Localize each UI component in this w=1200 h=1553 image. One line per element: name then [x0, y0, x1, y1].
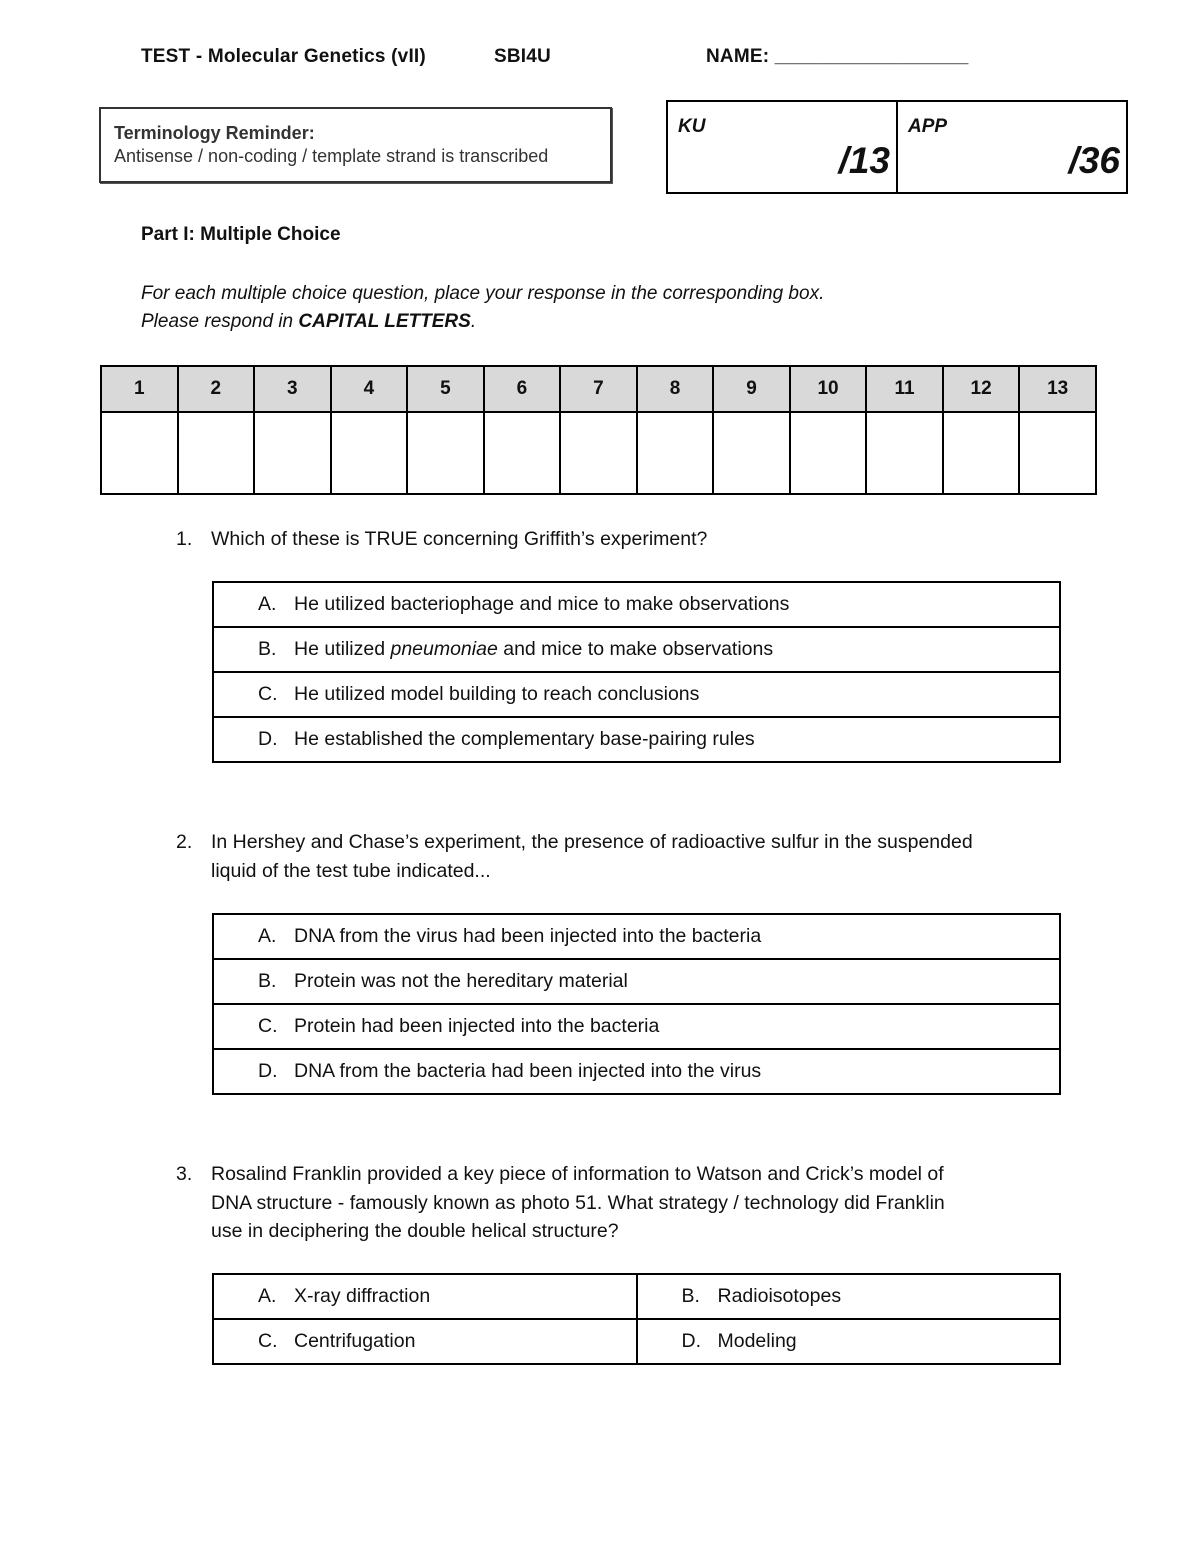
- answer-number: 9: [713, 366, 790, 412]
- choice-option[interactable]: [213, 1049, 1060, 1094]
- choice-text: Centrifugation: [294, 1330, 416, 1352]
- answer-number: 12: [943, 366, 1020, 412]
- answer-number: 11: [866, 366, 943, 412]
- ku-score-cell: [668, 102, 896, 192]
- app-label: APP: [908, 116, 948, 137]
- choice-letter: A.: [258, 925, 277, 947]
- choice-text: Modeling: [717, 1330, 797, 1352]
- answer-box-9[interactable]: [713, 412, 790, 494]
- choice-text-italic: pneumoniae: [390, 638, 498, 660]
- choice-text: Radioisotopes: [717, 1285, 842, 1307]
- ku-label: KU: [678, 116, 706, 137]
- course-code: SBI4U: [494, 46, 551, 67]
- answer-number: 8: [637, 366, 714, 412]
- ku-total: /13: [838, 140, 890, 181]
- answer-box-5[interactable]: [407, 412, 484, 494]
- choice-option[interactable]: [637, 1274, 1061, 1319]
- choice-letter: A.: [258, 593, 277, 615]
- choice-option[interactable]: [213, 1319, 637, 1364]
- choice-option[interactable]: [637, 1319, 1061, 1364]
- app-total: /36: [1068, 140, 1120, 181]
- choice-option[interactable]: [213, 627, 1060, 672]
- answer-box-1[interactable]: [101, 412, 178, 494]
- choice-text: He utilized bacteriophage and mice to make observations: [294, 593, 790, 615]
- terminology-text: Antisense / non-coding / template strand is transcribed: [114, 146, 549, 166]
- question-text: [211, 1160, 1061, 1246]
- choice-letter: C.: [258, 683, 278, 705]
- answer-box-8[interactable]: [637, 412, 714, 494]
- choice-letter: D.: [258, 1060, 278, 1082]
- choice-option[interactable]: [213, 582, 1060, 627]
- question-text-line: Rosalind Franklin provided a key piece of information to Watson and Crick’s model of: [211, 1163, 944, 1185]
- choice-letter: B.: [258, 638, 277, 660]
- question-1-choices: [212, 581, 1061, 763]
- choice-letter: C.: [258, 1015, 278, 1037]
- choice-letter: C.: [258, 1330, 278, 1352]
- instruction-emphasis: CAPITAL LETTERS: [298, 311, 471, 332]
- choice-option[interactable]: [213, 717, 1060, 762]
- answer-grid-input-row: [101, 412, 1096, 494]
- answer-box-10[interactable]: [790, 412, 867, 494]
- answer-box-13[interactable]: [1019, 412, 1096, 494]
- question-text: [211, 828, 1061, 885]
- terminology-reminder-box: [99, 107, 612, 183]
- answer-number: 5: [407, 366, 484, 412]
- choice-text: DNA from the bacteria had been injected into the virus: [294, 1060, 762, 1082]
- question-number: 2.: [176, 831, 193, 853]
- test-title: TEST - Molecular Genetics (vII): [141, 46, 426, 67]
- terminology-title: Terminology Reminder:: [114, 123, 315, 143]
- answer-box-7[interactable]: [560, 412, 637, 494]
- choice-text-after: and mice to make observations: [497, 638, 774, 660]
- choice-letter: A.: [258, 1285, 277, 1307]
- answer-box-3[interactable]: [254, 412, 331, 494]
- question-text-line: use in deciphering the double helical structure?: [211, 1220, 619, 1242]
- name-field[interactable]: NAME: __________________: [706, 46, 969, 67]
- question-text: Which of these is TRUE concerning Griffith’s experiment?: [211, 528, 708, 550]
- choice-option[interactable]: [213, 672, 1060, 717]
- answer-number: 4: [331, 366, 408, 412]
- question-text-line: In Hershey and Chase’s experiment, the presence of radioactive sulfur in the suspended: [211, 831, 973, 853]
- question-number: 1.: [176, 528, 193, 550]
- answer-box-4[interactable]: [331, 412, 408, 494]
- instruction-prefix: Please respond in: [141, 311, 299, 332]
- choice-letter: B.: [258, 970, 277, 992]
- choice-text: Protein was not the hereditary material: [294, 970, 628, 992]
- choice-option[interactable]: [213, 914, 1060, 959]
- answer-grid: [100, 365, 1097, 495]
- score-box: [666, 100, 1128, 194]
- question-2: [176, 828, 1061, 885]
- answer-number: 7: [560, 366, 637, 412]
- question-text-line: DNA structure - famously known as photo 51. What strategy / technology did Franklin: [211, 1191, 945, 1214]
- question-3: [176, 1160, 1061, 1246]
- choice-option[interactable]: [213, 1004, 1060, 1049]
- answer-grid-header-row: [101, 366, 1096, 412]
- part-title: Part I: Multiple Choice: [141, 224, 341, 245]
- choice-text: He utilized model building to reach conclusions: [294, 683, 700, 705]
- choice-letter: D.: [681, 1330, 701, 1352]
- choice-option[interactable]: [213, 1274, 637, 1319]
- choice-letter: D.: [258, 728, 278, 750]
- answer-box-6[interactable]: [484, 412, 561, 494]
- instruction-line-2: [141, 311, 476, 333]
- answer-box-11[interactable]: [866, 412, 943, 494]
- answer-box-2[interactable]: [178, 412, 255, 494]
- answer-number: 2: [178, 366, 255, 412]
- instruction-suffix: .: [470, 311, 477, 332]
- answer-number: 6: [484, 366, 561, 412]
- answer-number: 10: [790, 366, 867, 412]
- question-text-line: liquid of the test tube indicated...: [211, 859, 491, 882]
- answer-box-12[interactable]: [943, 412, 1020, 494]
- answer-number: 3: [254, 366, 331, 412]
- choice-text-before: He utilized: [294, 638, 391, 660]
- answer-number: 1: [101, 366, 178, 412]
- choice-option[interactable]: [213, 959, 1060, 1004]
- choice-text: DNA from the virus had been injected into the bacteria: [294, 925, 762, 947]
- question-3-choices: [212, 1273, 1061, 1365]
- question-1: [176, 525, 1061, 554]
- instruction-line-1: For each multiple choice question, place your response in the corresponding box.: [141, 283, 825, 304]
- answer-number: 13: [1019, 366, 1096, 412]
- question-2-choices: [212, 913, 1061, 1095]
- choice-text: X-ray diffraction: [294, 1285, 431, 1307]
- choice-letter: B.: [681, 1285, 700, 1307]
- choice-text: He established the complementary base-pairing rules: [294, 728, 755, 750]
- app-score-cell: [896, 102, 1126, 192]
- question-number: 3.: [176, 1163, 193, 1185]
- choice-text: Protein had been injected into the bacteria: [294, 1015, 660, 1037]
